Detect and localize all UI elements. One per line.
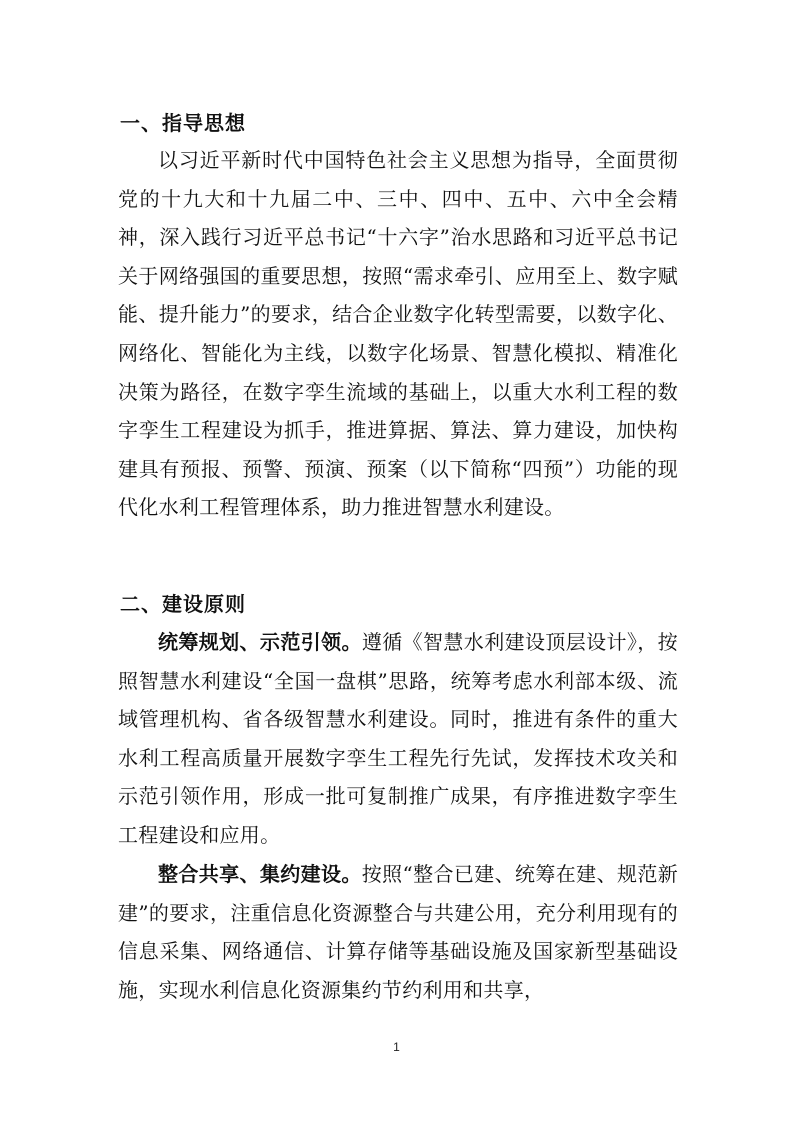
paragraph-principle-planning	[118, 623, 678, 855]
section-heading-construction-principles: 二、建设原则	[120, 592, 246, 616]
paragraph-lead: 统筹规划、示范引领。	[158, 630, 362, 654]
paragraph-text: 遵循《智慧水利建设顶层设计》，按照智慧水利建设“全国一盘棋”思路，统筹考虑水利部本级、流域管理机构、省各级智慧水利建设。同时，推进有条件的重大水利工程高质量开展数字孪生工程先行先试，发挥技术攻关和示范引领作用，形成一批可复制推广成果，有序推进数字孪生工程建设和应用。	[118, 630, 678, 847]
paragraph-text: 按照“整合已建、统筹在建、规范新建”的要求，注重信息化资源整合与共建公用，充分利用现有的信息采集、网络通信、计算存储等基础设施及国家新型基础设施，实现水利信息化资源集约节约利用和共享，	[118, 862, 679, 1002]
paragraph-text: 以习近平新时代中国特色社会主义思想为指导，全面贯彻党的十九大和十九届二中、三中、四中、五中、六中全会精神，深入践行习近平总书记“十六字”治水思路和习近平总书记关于网络强国的重要思想，按照“需求牵引、应用至上、数字赋能、提升能力”的要求，结合企业数字化转型需要，以数字化、网络化、智能化为主线，以数字化场景、智慧化模拟、精准化决策为路径，在数字孪生流域的基础上，以重大水利工程的数字孪生工程建设为抓手，推进算据、算法、算力建设，加快构建具有预报、预警、预演、预案（以下简称“四预”）功能的现代化水利工程管理体系，助力推进智慧水利建设。	[118, 148, 678, 520]
page-number: 1	[393, 1040, 400, 1054]
paragraph-guiding-ideology	[118, 141, 678, 527]
section-heading-guiding-ideology: 一、指导思想	[120, 111, 246, 135]
paragraph-principle-sharing	[118, 855, 678, 1009]
paragraph-lead: 整合共享、集约建设。	[158, 862, 362, 886]
